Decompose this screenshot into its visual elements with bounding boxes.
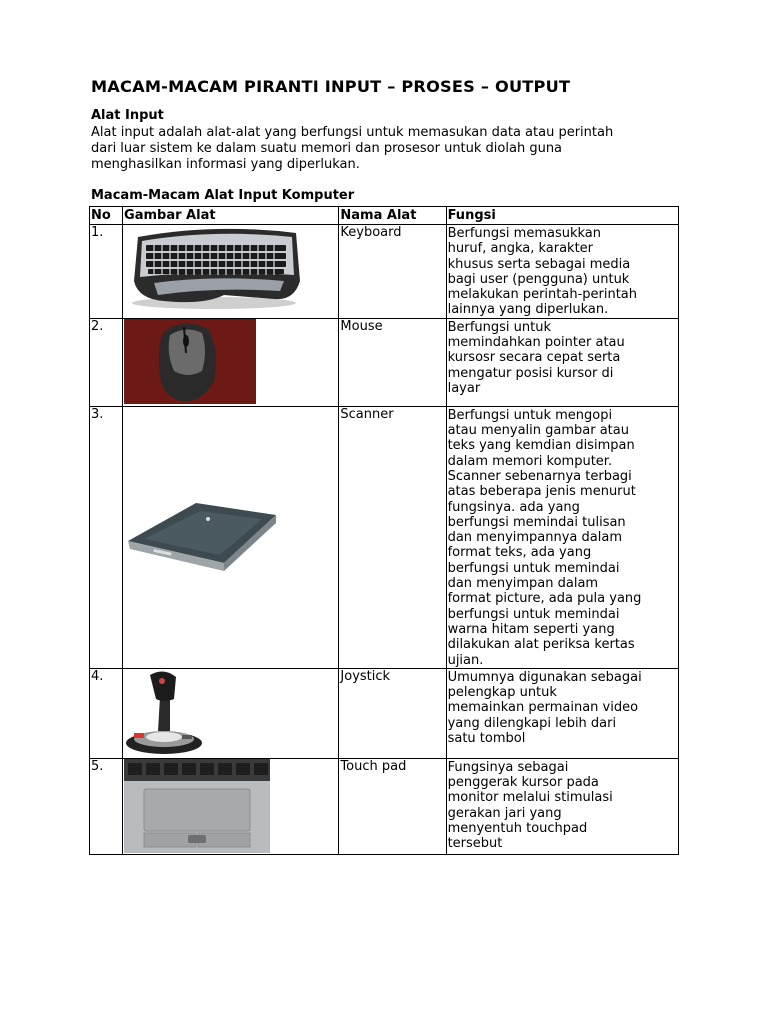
function-line: format teks, ada yang	[447, 545, 592, 561]
function-line: huruf, angka, karakter	[447, 241, 594, 257]
function-cell	[446, 668, 678, 758]
function-line: melakukan perintah-perintah	[447, 287, 638, 303]
function-line: Berfungsi untuk	[447, 319, 552, 335]
function-line: Fungsinya sebagai	[447, 759, 569, 775]
row-number: 2.	[90, 318, 123, 406]
image-cell	[123, 318, 339, 406]
table-row	[90, 318, 679, 406]
row-number: 3.	[90, 406, 123, 668]
function-line: kursosr secara cepat serta	[447, 350, 621, 366]
function-line: yang dilengkapi lebih dari	[447, 715, 617, 731]
device-name: Scanner	[339, 406, 446, 668]
page-title: MACAM-MACAM PIRANTI INPUT – PROSES – OUTPUT	[91, 77, 571, 96]
function-line: ujian.	[447, 652, 484, 668]
function-line: pelengkap untuk	[447, 685, 557, 701]
function-line: berfungsi untuk memindai	[447, 560, 620, 576]
function-line: bagi user (pengguna) untuk	[447, 271, 630, 287]
function-cell	[446, 318, 678, 406]
function-line: dan menyimpan dalam	[447, 576, 599, 592]
function-line: teks yang kemdian disimpan	[447, 438, 635, 454]
function-line: gerakan jari yang	[447, 805, 562, 821]
device-name: Touch pad	[339, 758, 446, 854]
function-line: dilakukan alat periksa kertas	[447, 637, 635, 653]
row-number: 1.	[90, 225, 123, 319]
function-line: fungsinya. ada yang	[447, 499, 580, 515]
intro-line: menghasilkan informasi yang diperlukan.	[91, 157, 360, 172]
input-devices-table	[89, 206, 679, 855]
image-cell	[123, 406, 339, 668]
image-cell	[123, 225, 339, 319]
function-cell	[446, 406, 678, 668]
device-name: Mouse	[339, 318, 446, 406]
function-line: memainkan permainan video	[447, 700, 639, 716]
touchpad-photo-icon	[124, 759, 270, 853]
header-image: Gambar Alat	[123, 207, 339, 225]
function-line: tersebut	[447, 836, 503, 852]
function-line: Scanner sebenarnya terbagi	[447, 468, 632, 484]
function-line: atau menyalin gambar atau	[447, 423, 629, 439]
joystick-photo-icon	[124, 669, 206, 757]
image-cell	[123, 668, 339, 758]
table-row	[90, 406, 679, 668]
function-cell	[446, 225, 678, 319]
header-no: No	[90, 207, 123, 225]
function-line: warna hitam seperti yang	[447, 621, 615, 637]
header-name: Nama Alat	[339, 207, 446, 225]
intro-line: dari luar sistem ke dalam suatu memori dan prosesor untuk diolah guna	[91, 141, 563, 156]
scanner-photo-icon	[124, 497, 280, 577]
function-line: Umumnya digunakan sebagai	[447, 669, 642, 685]
function-line: memindahkan pointer atau	[447, 335, 625, 351]
image-cell	[123, 758, 339, 854]
header-function: Fungsi	[446, 207, 678, 225]
row-number: 5.	[90, 758, 123, 854]
function-line: dan menyimpannya dalam	[447, 530, 622, 546]
row-number: 4.	[90, 668, 123, 758]
table-caption: Macam-Macam Alat Input Komputer	[91, 188, 355, 203]
intro-paragraph	[91, 125, 681, 173]
function-line: penggerak kursor pada	[447, 775, 599, 791]
function-line: menyentuh touchpad	[447, 821, 588, 837]
function-line: khusus serta sebagai media	[447, 256, 631, 272]
device-name: Keyboard	[339, 225, 446, 319]
intro-line: Alat input adalah alat-alat yang berfungsi untuk memasukan data atau perintah	[91, 125, 614, 140]
table-row	[90, 668, 679, 758]
mouse-photo-icon	[124, 319, 256, 404]
function-line: mengatur posisi kursor di	[447, 365, 614, 381]
function-line: berfungsi untuk memindai	[447, 606, 620, 622]
table-row	[90, 758, 679, 854]
function-line: layar	[447, 380, 481, 396]
table-header-row	[90, 207, 679, 225]
keyboard-photo-icon	[124, 225, 304, 311]
section-heading: Alat Input	[91, 108, 164, 123]
function-line: atas beberapa jenis menurut	[447, 484, 636, 500]
function-line: format picture, ada pula yang	[447, 591, 642, 607]
table-row	[90, 225, 679, 319]
function-line: lainnya yang diperlukan.	[447, 302, 609, 318]
device-name: Joystick	[339, 668, 446, 758]
function-line: Berfungsi untuk mengopi	[447, 407, 613, 423]
function-line: dalam memori komputer.	[447, 453, 613, 469]
function-cell	[446, 758, 678, 854]
function-line: Berfungsi memasukkan	[447, 226, 602, 241]
function-line: monitor melalui stimulasi	[447, 790, 613, 806]
function-line: berfungsi memindai tulisan	[447, 514, 626, 530]
function-line: satu tombol	[447, 731, 526, 747]
